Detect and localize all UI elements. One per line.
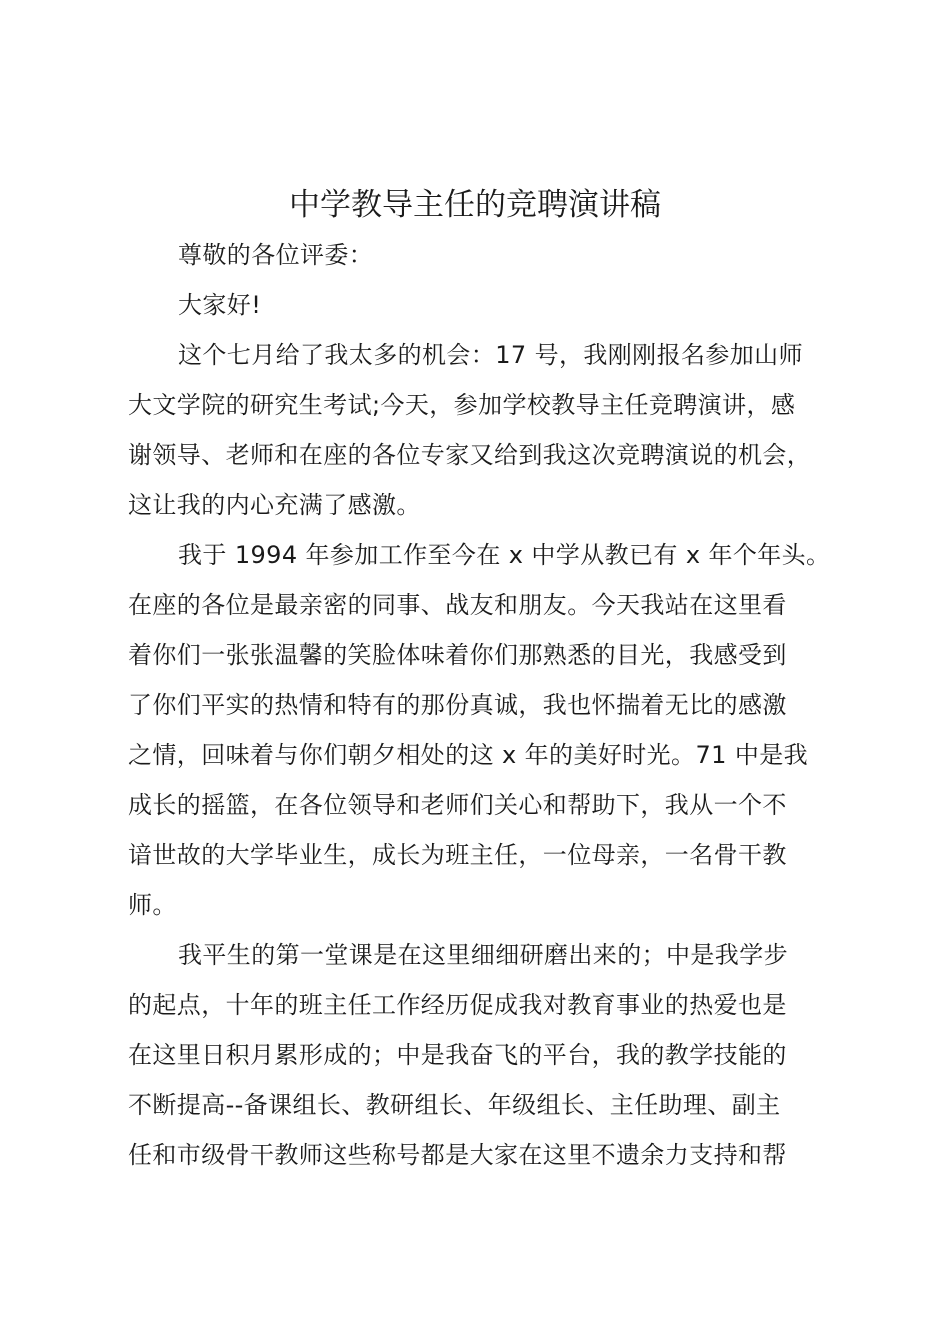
document-title: 中学教导主任的竞聘演讲稿 bbox=[289, 187, 661, 223]
paragraph-line: 了你们平实的热情和特有的那份真诚，我也怀揣着无比的感激 bbox=[128, 691, 787, 719]
paragraph-line: 谢领导、老师和在座的各位专家又给到我这次竞聘演说的机会， bbox=[128, 441, 812, 469]
paragraph-line: 师。 bbox=[128, 891, 177, 919]
paragraph-line: 在这里日积月累形成的；中是我奋飞的平台，我的教学技能的 bbox=[128, 1041, 787, 1069]
paragraph-line: 之情，回味着与你们朝夕相处的这 x 年的美好时光。71 中是我 bbox=[128, 741, 809, 769]
paragraph-line: 这个七月给了我太多的机会：17 号，我刚刚报名参加山师 bbox=[178, 341, 803, 369]
paragraph-line: 大文学院的研究生考试;今天，参加学校教导主任竞聘演讲，感 bbox=[128, 391, 796, 419]
paragraph-line: 不断提高--备课组长、教研组长、年级组长、主任助理、副主 bbox=[128, 1091, 781, 1119]
paragraph-line: 谙世故的大学毕业生，成长为班主任，一位母亲，一名骨干教 bbox=[128, 841, 787, 869]
paragraph-line: 成长的摇篮，在各位领导和老师们关心和帮助下，我从一个不 bbox=[128, 791, 787, 819]
document-body bbox=[128, 230, 848, 1180]
paragraph-line: 的起点，十年的班主任工作经历促成我对教育事业的热爱也是 bbox=[128, 991, 787, 1019]
paragraph-line: 着你们一张张温馨的笑脸体味着你们那熟悉的目光，我感受到 bbox=[128, 641, 787, 669]
paragraph-line: 我平生的第一堂课是在这里细细研磨出来的；中是我学步 bbox=[178, 941, 788, 969]
paragraph-line: 我于 1994 年参加工作至今在 x 中学从教已有 x 年个年头。 bbox=[178, 541, 831, 569]
paragraph-line: 任和市级骨干教师这些称号都是大家在这里不遗余力支持和帮 bbox=[128, 1141, 787, 1169]
paragraph-line: 在座的各位是最亲密的同事、战友和朋友。今天我站在这里看 bbox=[128, 591, 787, 619]
salutation-line: 尊敬的各位评委： bbox=[178, 241, 374, 269]
greeting-line: 大家好! bbox=[178, 291, 262, 319]
paragraph-line: 这让我的内心充满了感激。 bbox=[128, 491, 421, 519]
